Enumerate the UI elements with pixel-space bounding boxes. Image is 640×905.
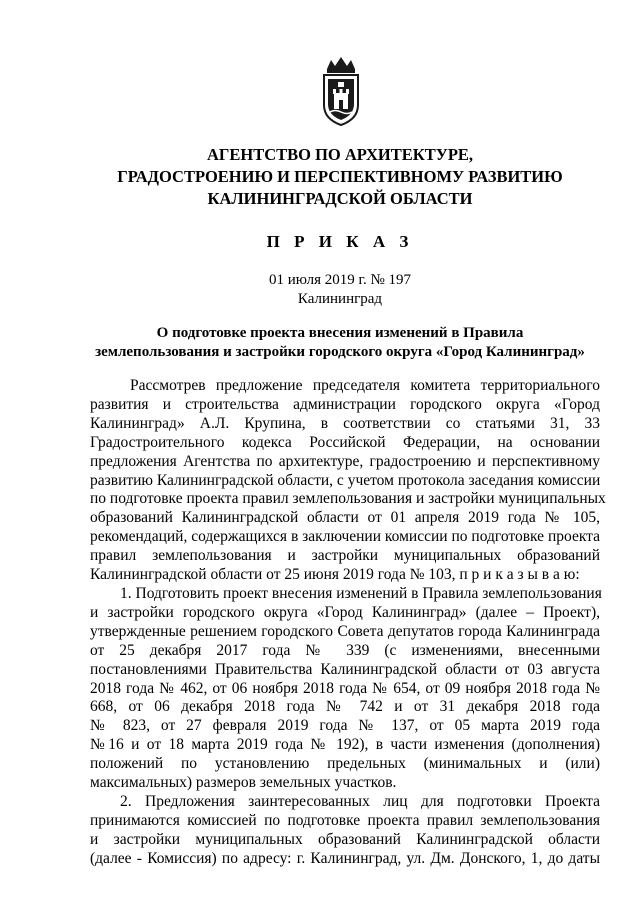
body-line: развитию Калининградской области, с учетом протокола заседания комиссии bbox=[90, 471, 601, 489]
city: Калининград bbox=[297, 291, 383, 307]
body-line: 2. Предложения заинтересованных лиц для подготовки Проекта bbox=[120, 792, 600, 810]
body-line: предложения Агентства по архитектуре, градостроению и перспективному bbox=[90, 452, 600, 470]
subject-line: О подготовке проекта внесения изменений в Правила bbox=[156, 325, 524, 341]
agency-line: КАЛИНИНГРАДСКОЙ ОБЛАСТИ bbox=[207, 189, 473, 208]
body-line: 2018 года № 462, от 06 ноября 2018 года № 654, от 09 ноября 2018 года № bbox=[90, 679, 600, 697]
body-line: №16 и от 18 марта 2019 года № 192), в части изменения (дополнения) bbox=[90, 736, 600, 754]
body-line bbox=[90, 566, 600, 585]
body-line: правил землепользования и застройки муниципальных образований bbox=[90, 547, 600, 565]
body-line: № 823, от 27 февраля 2019 года № 137, от 05 марта 2019 года bbox=[90, 717, 600, 735]
document-meta bbox=[140, 271, 540, 309]
body-line: положений по установлению предельных (минимальных и (или) bbox=[90, 755, 600, 773]
date-number: 01 июля 2019 г. № 197 bbox=[268, 272, 412, 288]
body-line-text: Калининградской области от 25 июня 2019 года № 103, bbox=[90, 566, 456, 584]
agency-line: ГРАДОСТРОЕНИЮ И ПЕРСПЕКТИВНОМУ РАЗВИТИЮ bbox=[117, 167, 563, 186]
body-line: и застройки городского округа «Город Калининград» (далее – Проект), bbox=[90, 603, 600, 621]
body-line: Рассмотрев предложение председателя комитета территориального bbox=[130, 377, 600, 394]
coat-of-arms-icon bbox=[319, 55, 363, 127]
document-subject bbox=[70, 324, 610, 362]
body-line: по подготовке проекта правил землепользования и застройки муниципальных bbox=[90, 490, 606, 508]
agency-name bbox=[90, 144, 590, 210]
document-body bbox=[90, 377, 606, 869]
body-line: 668, от 06 декабря 2018 года № 742 и от 31 декабря 2018 года bbox=[90, 698, 600, 716]
body-line: (далее - Комиссия) по адресу: г. Калининград, ул. Дм. Донского, 1, до даты bbox=[90, 849, 600, 867]
agency-line: АГЕНТСТВО ПО АРХИТЕКТУРЕ, bbox=[206, 145, 474, 164]
body-line: и застройки муниципальных образований Калининградской области bbox=[90, 830, 600, 848]
body-line: развития и строительства администрации городского округа «Город bbox=[90, 395, 600, 413]
body-line: рекомендаций, содержащихся в заключении комиссии по подготовке проекта bbox=[90, 528, 600, 546]
body-line: постановлениями Правительства Калининградской области от 03 августа bbox=[90, 660, 600, 678]
body-line: утвержденные решением городского Совета депутатов города Калининграда bbox=[90, 622, 600, 640]
body-line: образований Калининградской области от 01 апреля 2019 года № 105, bbox=[90, 509, 600, 527]
body-line: принимаются комиссией по подготовке проекта правил землепользования bbox=[90, 811, 600, 829]
body-line: от 25 декабря 2017 года № 339 (с изменениями, внесенными bbox=[90, 641, 600, 659]
body-line: максимальных) размеров земельных участков. bbox=[90, 774, 397, 792]
order-word: п р и к а з ы в а ю: bbox=[459, 566, 580, 584]
document-type-title: П Р И К А З bbox=[266, 232, 414, 251]
body-line: Калининград» А.Л. Крупина, в соответствии со статьями 31, 33 bbox=[90, 414, 600, 432]
subject-line: землепользования и застройки городского округа «Город Калининград» bbox=[95, 344, 585, 360]
body-line: Градостроительного кодекса Российской Федерации, на основании bbox=[90, 433, 600, 451]
body-line: 1. Подготовить проект внесения изменений в Правила землепользования bbox=[120, 584, 602, 602]
